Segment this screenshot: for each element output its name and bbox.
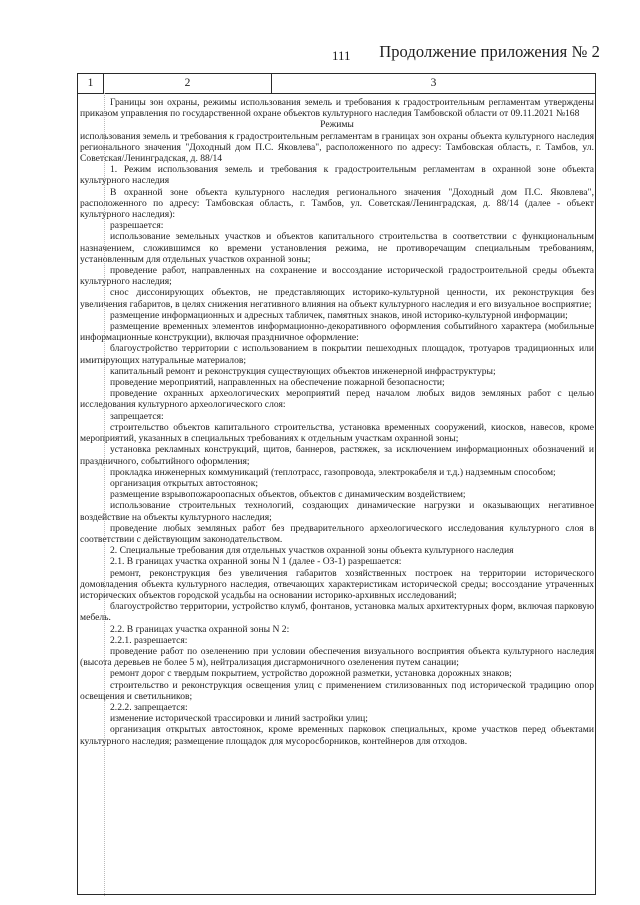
table-header-row <box>78 74 595 94</box>
paragraph: запрещается: <box>110 410 164 422</box>
paragraph: В охранной зоне объекта культурного наследия регионального значения "Доходный дом П.С. Яковлева", расположенного по адресу: Тамбовская область, г. Тамбов, ул. Советская/Ленинградская, д. 88/14 (далее - объект культурного наследия): <box>80 186 594 221</box>
paragraph: благоустройство территории, устройство клумб, фонтанов, установка малых архитектурных форм, включая парковую мебель. <box>80 601 594 624</box>
paragraph: 1. Режим использования земель и требования к градостроительным регламентам в охранной зоне объекта культурного наследия <box>80 164 594 187</box>
paragraph: строительство и реконструкция освещения улиц с применением стилизованных под исторической традицию опор освещения и светильников; <box>80 679 594 702</box>
paragraph: изменение исторической трассировки и линий застройки улиц; <box>110 713 368 725</box>
paragraph: использование земельных участков и объектов капитального строительства в соответствии с функциональным назначением, сложившимся ко времени установления режима, не противоречащим специальным требованиям, установленным для отдельных участков охранной зоны; <box>80 231 594 265</box>
paragraph: проведение работ по озеленению при условии обеспечения визуального восприятия объекта культурного наследия (высота деревьев не более 5 м), нейтрализация дисгармоничного озеленения путем санации; <box>80 645 594 669</box>
paragraph: Границы зон охраны, режимы использования земель и требования к градостроительным регламентам утверждены приказом управления по государственной охране объектов культурного наследия Тамбовской области от 09.11.2021 №168 <box>80 97 594 120</box>
paragraph: Режимы <box>320 119 354 131</box>
paragraph: строительство объектов капитального строительства, установка временных сооружений, киосков, навесов, кроме мероприятий, указанных в специальных требованиях к отдельным участкам охранной зоны; <box>80 421 594 445</box>
paragraph: размещение временных элементов информационно-декоративного оформления событийного характера (мобильные информационные конструкции), включая праздничное оформление: <box>80 321 594 344</box>
column-3-number: 3 <box>430 77 437 89</box>
document-body <box>80 97 594 747</box>
paragraph: 2. Специальные требования для отдельных участков охранной зоны объекта культурного наследия <box>110 545 514 557</box>
paragraph: разрешается: <box>110 220 164 232</box>
column-1-number: 1 <box>78 74 104 93</box>
paragraph: ремонт дорог с твердым покрытием, устройство дорожной разметки, установка дорожных знаков; <box>110 668 512 680</box>
paragraph: проведение любых земляных работ без предварительного археологического исследования культурного слоя в соответствии с действующим законодательством. <box>80 522 594 545</box>
paragraph: проведение мероприятий, направленных на обеспечение пожарной безопасности; <box>110 377 445 389</box>
paragraph: использование строительных технологий, создающих динамические нагрузки и оказывающих негативное воздействие на объекты культурного наследия; <box>80 500 594 523</box>
paragraph: прокладка инженерных коммуникаций (теплотрасс, газопровода, электрокабеля и т.д.) надземным способом; <box>110 466 556 478</box>
paragraph: использования земель и требования к градостроительным регламентам в границах зон охраны объекта культурного наследия регионального значения "Доходный дом П.С. Яковлева", расположенного по адресу: Тамбовская область, г. Тамбов, ул. Советская/Ленинградская, д. 88/14 <box>80 130 594 165</box>
paragraph: проведение охранных археологических мероприятий перед началом любых видов земляных работ с целью исследования культурного археологического слоя: <box>80 388 594 411</box>
paragraph: 2.1. В границах участка охранной зоны N 1 (далее - ОЗ-1) разрешается: <box>110 556 402 568</box>
paragraph: 2.2.2. запрещается: <box>110 701 188 713</box>
paragraph: снос диссонирующих объектов, не представляющих историко-культурной ценности, их реконструкция без увеличения габаритов, в целях снижения негативного влияния на объект культурного наследия и его визуальное восприятие; <box>80 287 594 310</box>
paragraph: установка рекламных конструкций, щитов, баннеров, растяжек, за исключением информационных обозначений и праздничного, событийного оформления; <box>80 444 594 467</box>
paragraph: проведение работ, направленных на сохранение и воссоздание исторической градостроительной среды объекта культурного наследия; <box>80 265 594 288</box>
paragraph: организация открытых автостоянок; <box>110 477 259 489</box>
paragraph: размещение информационных и адресных табличек, памятных знаков, иной историко-культурной информации; <box>110 309 568 321</box>
column-2-number: 2 <box>104 74 272 93</box>
paragraph: 2.2.1. разрешается: <box>110 634 188 646</box>
page-number: 111 <box>332 48 351 63</box>
paragraph: 2.2. В границах участка охранной зоны N 2: <box>110 623 290 635</box>
appendix-title: Продолжение приложения № 2 <box>379 42 600 61</box>
paragraph: благоустройство территории с использованием в покрытии пешеходных площадок, тротуаров традиционных или имитирующих натуральные материалов; <box>80 343 594 366</box>
paragraph: организация открытых автостоянок, кроме временных парковок специальных, кроме участков перед объектами культурного наследия; размещение площадок для мусоросборников, контейнеров для отходов. <box>80 724 594 747</box>
paragraph: ремонт, реконструкция без увеличения габаритов хозяйственных построек на территории исторического домовладения объекта культурного наследия, отвечающих характеристикам исторической среды; воссоздание утраченных исторических объектов городской усадьбы на основании историко-архивных исследований; <box>80 567 594 601</box>
paragraph: размещение взрывопожароопасных объектов, объектов с динамическим воздействием; <box>110 489 466 501</box>
page-header <box>0 40 640 66</box>
paragraph: капитальный ремонт и реконструкция существующих объектов инженерной инфраструктуры; <box>110 365 496 377</box>
